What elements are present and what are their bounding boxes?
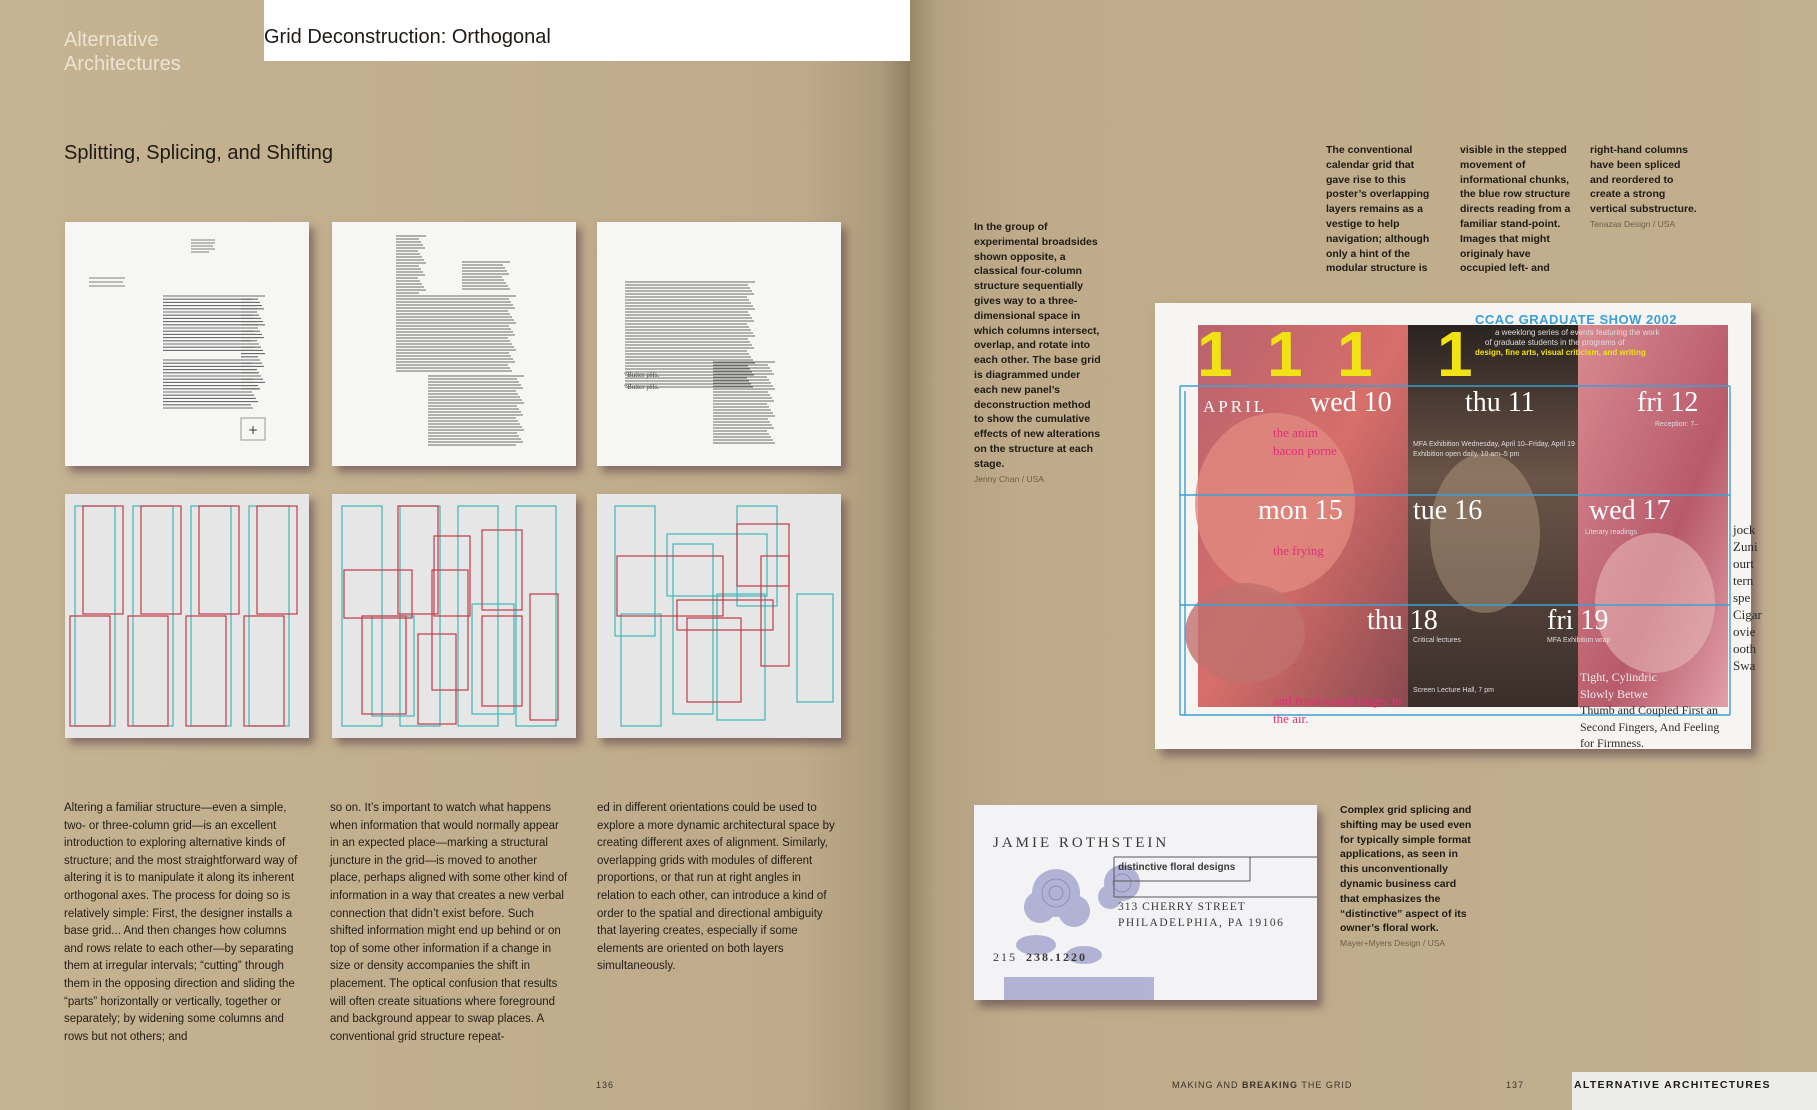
section-footer-bar	[1572, 1072, 1817, 1110]
card-phone-prefix: 215	[993, 950, 1017, 964]
grid-diagram-3	[597, 494, 841, 738]
poster-day-wed10: wed 10	[1310, 387, 1392, 418]
broadside-thumbnail-1	[65, 222, 309, 466]
running-head-bold: BREAKING	[1242, 1080, 1299, 1090]
poster-right-fragment-2: Zuni	[1733, 539, 1758, 554]
running-head-tail: THE GRID	[1298, 1080, 1353, 1090]
section-label: Alternative Architectures	[64, 29, 181, 75]
poster-right-fragment-3: ourt	[1733, 556, 1754, 571]
poster-day-tue16: tue 16	[1413, 495, 1483, 526]
body-column-1: Altering a familiar structure—even a simple, two- or three-column grid—is an excellent introduction to exploring alternative kinds of structure; and the most straightforward way of altering it is to manipulate it along its inherent orthogonal axes. The process for doing so is relatively simple: First, the designer installs a base grid... And then changes how columns and rows relate to each other—by separating them at irregular intervals; “cutting” through them in the opposing direction and sliding the “parts” horizontally or vertically, together or separately; by widening some columns and rows but not others; and	[64, 802, 298, 1043]
caption-card-text: Complex grid splicing and shifting may be used even for typically simple format applications, as seen in this unconventionally dynamic business card that emphasizes the “distinctive” aspect of its owner’s floral work.	[1340, 804, 1472, 935]
poster-small-label-4: Screen Lecture Hall, 7 pm	[1413, 687, 1494, 694]
poster-right-fragment-4: tern	[1733, 573, 1754, 588]
poster-right-fragment-1: jock	[1733, 522, 1756, 537]
grid-diagram-1	[65, 494, 309, 738]
poster-day-thu18: thu 18	[1367, 605, 1438, 636]
poster-month: APRIL	[1203, 397, 1268, 416]
poster-bottom-fragment-4: Second Fingers, And Feeling	[1580, 719, 1720, 734]
body-column-2: so on. It’s important to watch what happens when information that would normally appear in an expected place—marking a structural juncture in the grid—is moved to another place, perhaps aligned with some other kind of information in a way that creates a new verbal connection that didn’t exist before. Such shifted information might end up behind or on top of some other information if a change in size or density accompanies the shift in placement. The optical confusion that results will often create situations where foreground and background appear to swap places. A conventional grid structure repeat-	[330, 802, 568, 1043]
poster-right-fragment-5: spe	[1733, 590, 1751, 605]
poster-small-label-3: MFA Exhibition wrap	[1547, 637, 1611, 644]
broadside-3-drawing	[597, 222, 841, 466]
poster-sub-1: a weeklong series of events featuring the work	[1495, 328, 1660, 337]
poster-headline: CCAC GRADUATE SHOW 2002	[1475, 312, 1677, 327]
poster-pink-fragment-4: and fried starch finger in	[1273, 693, 1402, 708]
caption-poster-col-3	[1590, 143, 1702, 232]
grid-diagram-3-drawing	[597, 494, 841, 738]
card-street: 313 CHERRY STREET	[1118, 901, 1246, 913]
poster-pink-fragment-5: the air.	[1273, 711, 1309, 726]
card-phone-number: 238.1220	[1026, 950, 1087, 964]
caption-poster-col-2: visible in the stepped movement of informational chunks, the blue row structure directs reading from a familiar stand-point. Images that might originaly have occupied left- and	[1460, 144, 1571, 275]
poster-right-fragment-7: ovie	[1733, 624, 1756, 639]
poster-bottom-fragments	[1580, 669, 1751, 752]
grid-diagram-2-drawing	[332, 494, 576, 738]
poster-right-fragment-6: Cigar	[1733, 607, 1762, 622]
thumb-note-2: “Butter pHs.	[624, 383, 660, 391]
poster-exhibition-2: Exhibition open daily, 10 am–5 pm	[1413, 451, 1520, 458]
svg-text:+: +	[248, 423, 259, 437]
poster-numeral-1: 1	[1197, 318, 1233, 390]
broadside-thumbnail-2	[332, 222, 576, 466]
poster-pink-fragment-2: bacon porne	[1273, 443, 1337, 458]
running-head-light: MAKING AND	[1172, 1080, 1243, 1090]
page-number-right: 137	[1506, 1080, 1525, 1090]
card-tagline: distinctive floral designs	[1118, 862, 1236, 873]
poster-sub-2: of graduate students in the programs of	[1485, 338, 1625, 347]
poster-exhibition-1: MFA Exhibition Wednesday, April 10–Friday, April 19	[1413, 441, 1575, 448]
credit-card: Mayer+Myers Design / USA	[1340, 938, 1446, 949]
card-name: JAMIE ROTHSTEIN	[993, 835, 1170, 851]
grid-diagram-2	[332, 494, 576, 738]
credit-poster: Tenazas Design / USA	[1590, 218, 1676, 229]
grid-diagram-1-drawing	[65, 494, 309, 738]
poster-pink-fragment-1: the anim	[1273, 425, 1319, 440]
poster-day-mon15: mon 15	[1258, 495, 1343, 526]
card-city: PHILADELPHIA, PA 19106	[1118, 917, 1285, 929]
poster-numeral-3: 1	[1337, 318, 1373, 390]
poster-sub-3: design, fine arts, visual criticism, and writing	[1475, 348, 1646, 357]
poster-numeral-2: 1	[1267, 318, 1303, 390]
page-title: Grid Deconstruction: Orthogonal	[264, 26, 551, 48]
poster-bottom-fragment-5: for Firmness.	[1580, 736, 1644, 750]
caption-poster-col-1: The conventional calendar grid that gave rise to this poster’s overlapping layers remains as a vestige to help navigation; although only a hint of the modular structure is	[1326, 144, 1430, 275]
poster-bottom-fragment-2: Slowly Betwe	[1580, 686, 1648, 701]
business-card	[974, 805, 1317, 1000]
poster-day-fri12: fri 12	[1637, 387, 1699, 418]
section-footer-label: ALTERNATIVE ARCHITECTURES	[1574, 1079, 1771, 1091]
poster-small-label-1: Literary readings	[1585, 529, 1638, 536]
body-column-3: ed in different orientations could be used to explore a more dynamic architectural space by creating different axes of alignment. Similarly, overlapping grids with modules of different proportions, or that run at right angles in relation to each other, can introduce a kind of order to the spatial and directional ambiguity that layering creates, especially if some elements are oriented on both layers simultaneously.	[597, 802, 835, 973]
running-head	[1172, 1080, 1352, 1090]
broadside-1-drawing	[65, 222, 309, 466]
poster-numeral-4: 1	[1437, 318, 1473, 390]
poster-right-fragments	[1733, 521, 1762, 674]
poster-bottom-fragment-3: Thumb and Coupled First an	[1580, 703, 1718, 717]
broadside-2-drawing	[332, 222, 576, 466]
caption-card	[1340, 803, 1478, 951]
poster-reception: Reception: 7–	[1655, 421, 1699, 428]
page-number-left: 136	[596, 1080, 615, 1090]
thumb-note-1: “Butter pHs.	[624, 371, 660, 379]
poster-right-fragment-8: ooth	[1733, 641, 1757, 656]
caption-poster-col-3-text: right-hand columns have been spliced and reordered to create a strong vertical substructure.	[1590, 144, 1697, 216]
caption-broadsides-text: In the group of experimental broadsides shown opposite, a classical four-column structure sequentially gives way to a three-dimensional space in which columns intersect, overlap, and rotate into each other. The base grid is diagrammed under each new panel’s deconstruction method to show the cumulative effects of new alterations on the structure at each stage.	[974, 221, 1101, 470]
caption-broadsides	[974, 220, 1102, 486]
broadside-thumbnail-3	[597, 222, 841, 466]
card-phone	[993, 950, 1087, 965]
poster-small-label-2: Critical lectures	[1413, 637, 1461, 644]
subhead: Splitting, Splicing, and Shifting	[64, 142, 334, 164]
poster-day-wed17: wed 17	[1589, 495, 1671, 526]
rose-illustration	[1004, 865, 1154, 1000]
poster-right-fragment-9: Swa	[1733, 658, 1756, 673]
calendar-poster	[1155, 303, 1762, 750]
poster-bottom-fragment-1: Tight, Cylindric	[1580, 670, 1657, 684]
poster-day-fri19: fri 19	[1547, 605, 1609, 636]
poster-day-thu11: thu 11	[1465, 387, 1535, 418]
credit-broadsides: Jenny Chan / USA	[974, 473, 1044, 484]
poster-pink-fragment-3: the frying	[1273, 543, 1324, 558]
